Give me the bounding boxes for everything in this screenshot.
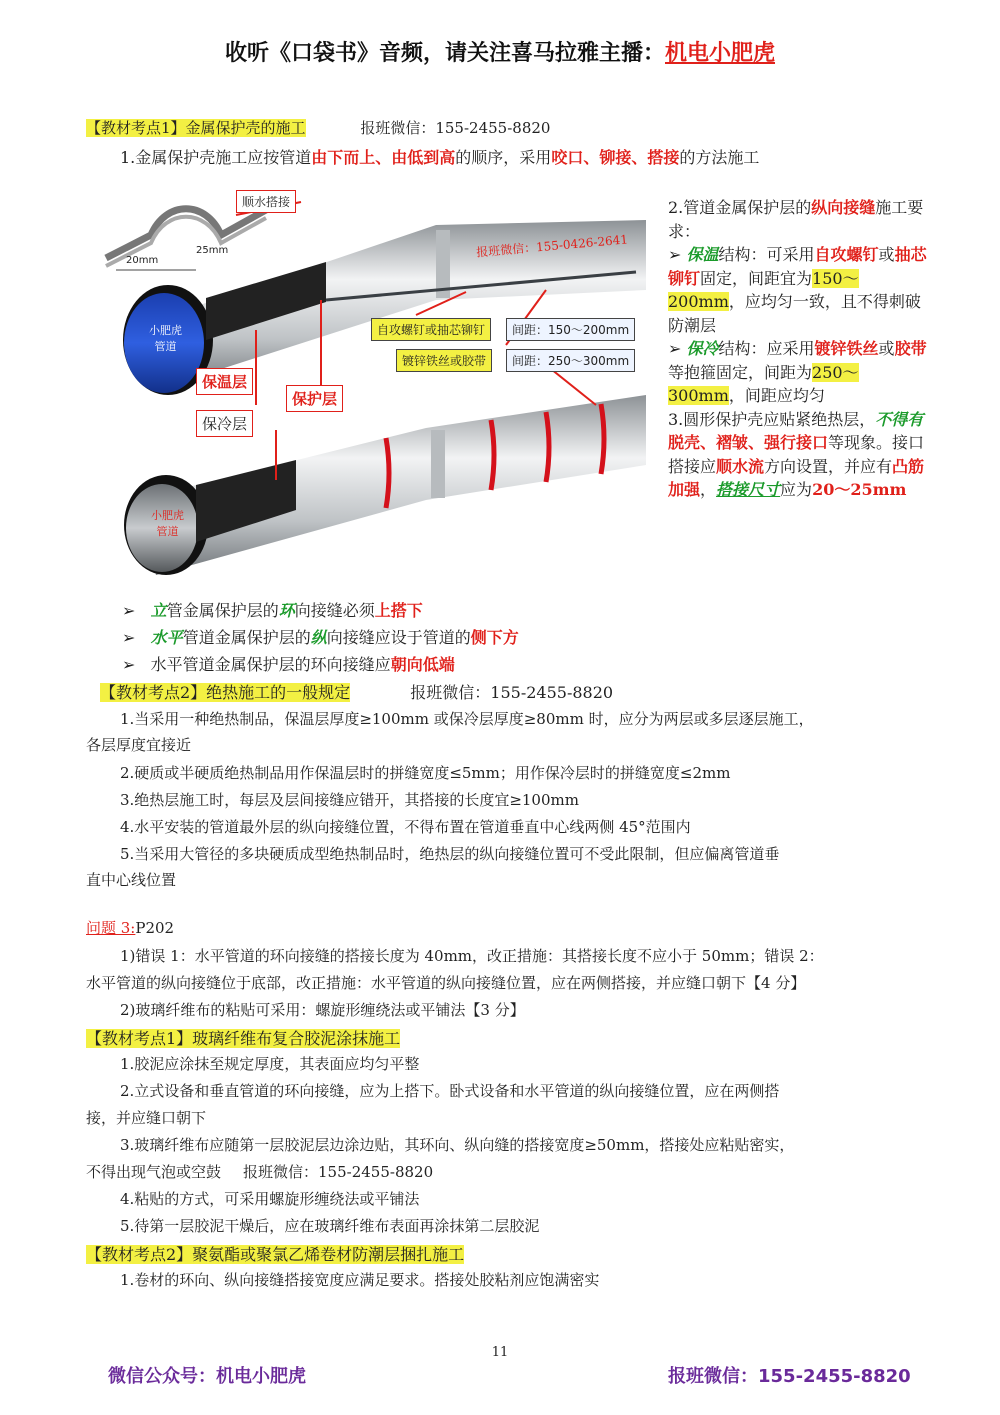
section-1-tag: 【教材考点1】金属保护壳的施工 [86, 119, 306, 137]
pipe-label-upper: 小肥虎 管道 [149, 324, 182, 353]
dim-20: 20mm [126, 255, 159, 266]
callout-rivet-spacing: 间距：150～200mm [506, 318, 635, 341]
sec3-line-3b: 不得出现气泡或空鼓 报班微信：155-2455-8820 [86, 1163, 434, 1181]
label-cold: 保冷层 [196, 410, 253, 437]
sec3-line-5: 5.待第一层胶泥干燥后，应在玻璃纤维布表面再涂抹第二层胶泥 [120, 1217, 540, 1235]
sec2-line-4: 4.水平安装的管道最外层的纵向接缝位置，不得布置在管道垂直中心线两侧 45°范围内 [120, 818, 691, 836]
bullet-2: ➢ 水平管道金属保护层的纵向接缝应设于管道的侧下方 [122, 628, 519, 647]
header-brand: 机电小肥虎 [665, 41, 776, 66]
section-1-line-1: 1.金属保护壳施工应按管道由下而上、由低到高的顺序，采用咬口、铆接、搭接的方法施工 [120, 148, 760, 167]
section-3-title: 【教材考点1】玻璃纤维布复合胶泥涂抹施工 [86, 1029, 401, 1048]
sec3-line-3: 3.玻璃纤维布应随第一层胶泥层边涂边贴，其环向、纵向缝的搭接宽度≥50mm，搭接处应粘贴密实， [120, 1136, 795, 1154]
sec4-line-1: 1.卷材的环向、纵向接缝搭接宽度应满足要求。搭接处胶粘剂应饱满密实 [120, 1271, 600, 1289]
q3-answer-1b: 水平管道的纵向接缝位于底部，改正措施：水平管道的纵向接缝位置，应在两侧搭接，并应缝口朝下【4 分】 [86, 974, 806, 992]
question-3-title: 问题 3:P202 [86, 919, 175, 937]
label-protect: 保护层 [286, 385, 343, 412]
section-2-title: 【教材考点2】绝热施工的一般规定 报班微信：155-2455-8820 [100, 683, 614, 702]
right-column-notes [668, 196, 928, 502]
sec3-line-4: 4.粘贴的方式，可采用螺旋形缠绕法或平铺法 [120, 1190, 420, 1208]
dim-25: 25mm [196, 245, 229, 256]
page-number: 11 [491, 1345, 509, 1360]
right-para-3: ➢ 保冷结构：应采用镀锌铁丝或胶带等抱箍固定，间距为250～300mm，间距应均匀 [668, 339, 927, 405]
q3-answer-1: 1)错误 1：水平管道的环向接缝的搭接长度为 40mm，改正措施：其搭接长度不应小于 50mm；错误 2： [120, 947, 824, 965]
sec2-line-2: 2.硬质或半硬质绝热制品用作保温层时的拼缝宽度≤5mm；用作保冷层时的拼缝宽度≤2mm [120, 764, 731, 782]
page-header [0, 36, 1000, 67]
sec3-line-2b: 接，并应缝口朝下 [86, 1109, 207, 1127]
sec2-line-5b: 直中心线位置 [86, 871, 177, 889]
sec2-line-3: 3.绝热层施工时，每层及层间接缝应错开，其搭接的长度宜≥100mm [120, 791, 579, 809]
callout-rivet: 自攻螺钉或抽芯铆钉 [371, 318, 491, 341]
right-para-4: 3.圆形保护壳应贴紧绝热层，不得有脱壳、褶皱、强行接口等现象。接口搭接应顺水流方向设置，并应有凸筋加强，搭接尺寸应为20～25mm [668, 409, 925, 499]
sec2-line-5: 5.当采用大管径的多块硬质成型绝热制品时，绝热层的纵向接缝位置可不受此限制，但应偏离管道垂 [120, 845, 780, 863]
callout-overlap: 顺水搭接 [236, 190, 296, 213]
section-1-contact: 报班微信：155-2455-8820 [360, 119, 551, 137]
footer-right: 报班微信：155-2455-8820 [668, 1366, 911, 1387]
sec3-line-2: 2.立式设备和垂直管道的环向接缝，应为上搭下。卧式设备和水平管道的纵向接缝位置，应在两侧搭 [120, 1082, 780, 1100]
label-insulation: 保温层 [196, 368, 253, 395]
bullet-1: ➢ 立管金属保护层的环向接缝必须上搭下 [122, 601, 423, 620]
sec2-line-1: 1.当采用一种绝热制品，保温层厚度≥100mm 或保冷层厚度≥80mm 时，应分为两层或多层逐层施工， [120, 710, 814, 728]
section-1-title [86, 117, 550, 138]
bullet-3: ➢ 水平管道金属保护层的环向接缝应朝向低端 [122, 655, 455, 674]
callout-band: 镀锌铁丝或胶带 [396, 349, 492, 372]
pipe-label-lower: 小肥虎 管道 [151, 509, 184, 538]
callout-band-spacing: 间距：250～300mm [506, 349, 635, 372]
right-para-2: ➢ 保温结构：可采用自攻螺钉或抽芯铆钉固定，间距宜为150～200mm，应均匀一致，且不得刺破防潮层 [668, 245, 927, 335]
footer-left: 微信公众号：机电小肥虎 [108, 1366, 306, 1387]
figure-watermark: 报班微信：155-0426-2641 [475, 232, 629, 260]
sec2-line-1b: 各层厚度宜接近 [86, 736, 192, 754]
section-4-title: 【教材考点2】聚氨酯或聚氯乙烯卷材防潮层捆扎施工 [86, 1245, 465, 1264]
sec3-line-1: 1.胶泥应涂抹至规定厚度，其表面应均匀平整 [120, 1055, 420, 1073]
pipe-insulation-figure [96, 180, 656, 590]
q3-answer-2: 2)玻璃纤维布的粘贴可采用：螺旋形缠绕法或平铺法【3 分】 [120, 1001, 525, 1019]
right-para-1: 2.管道金属保护层的纵向接缝施工要求： [668, 198, 924, 241]
header-prefix: 收听《口袋书》音频，请关注喜马拉雅主播： [224, 41, 665, 66]
